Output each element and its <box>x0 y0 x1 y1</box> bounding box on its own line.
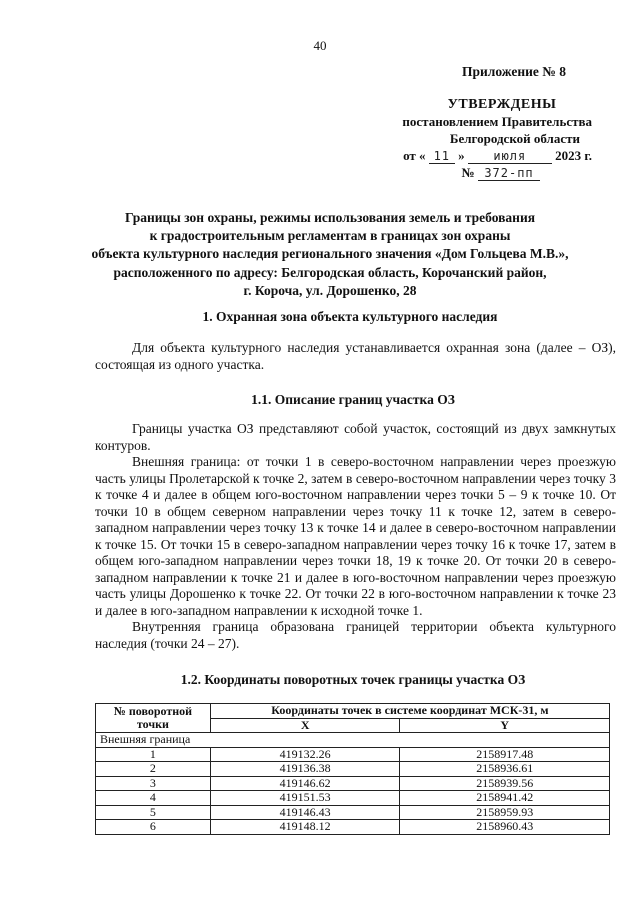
section-1-1-body <box>95 421 616 652</box>
section-1-2-heading: 1.2. Координаты поворотных точек границы участка ОЗ <box>180 672 526 687</box>
approval-month: июля <box>468 150 552 164</box>
approval-year: 2023 г. <box>555 148 592 163</box>
approval-date <box>352 147 592 164</box>
cell-point: 6 <box>96 820 211 835</box>
section-1-1-heading: 1.1. Описание границ участка ОЗ <box>251 392 455 407</box>
cell-y: 2158959.93 <box>400 805 610 820</box>
table-header-row <box>96 704 610 719</box>
document-title <box>40 209 620 300</box>
document-title-line: объекта культурного наследия регионального значения «Дом Гольцева М.В.», <box>91 246 569 262</box>
cell-point: 5 <box>96 805 211 820</box>
approval-title: УТВЕРЖДЕНЫ <box>447 97 557 112</box>
cell-point: 1 <box>96 747 211 762</box>
cell-y: 2158941.42 <box>400 791 610 806</box>
approval-line-2: Белгородской области <box>449 131 580 146</box>
group-outer-boundary: Внешняя граница <box>96 733 610 748</box>
table-row <box>96 762 610 777</box>
cell-x: 419146.43 <box>210 805 400 820</box>
document-title-line: к градостроительным регламентам в границах зон охраны <box>149 228 511 244</box>
cell-x: 419151.53 <box>210 791 400 806</box>
approval-day: 11 <box>429 150 455 164</box>
approval-date-mid: » <box>458 148 465 163</box>
cell-x: 419146.62 <box>210 776 400 791</box>
cell-point: 3 <box>96 776 211 791</box>
approval-date-prefix: от « <box>403 148 426 163</box>
cell-y: 2158936.61 <box>400 762 610 777</box>
paragraph-outer-boundary: Внешняя граница: от точки 1 в северо-восточном направлении через проезжую часть улицы Пролетарской к точке 2, затем в северо-восточном направлении через точку 3 к точке 4 и далее в общем юго-восточном направлении через точки 5 – 9 к точке 10. От точки 10 в общем северном направлении через точку 11 к точке 12, затем в северо-западном направлении через точку 13 к точке 14 и далее в северо-восточном направлении к точке 15. От точки 15 в северо-западном направлении через точку 16 к точке 17, затем в общем юго-западном направлении через точки 18, 19 к точке 20. От точки 20 в северо-западном направлении к точке 21 и далее в юго-восточном направлении через проезжую часть улицы Дорошенко к точке 22. От точки 22 в юго-восточном направлении к точке 23 и далее в юго-западном направлении к исходной точке 1. <box>95 454 616 618</box>
coordinates-table <box>95 703 610 835</box>
section-1-body <box>95 340 616 373</box>
approval-line-1: постановлением Правительства <box>402 114 592 129</box>
table-row <box>96 747 610 762</box>
table-row <box>96 791 610 806</box>
cell-x: 419136.38 <box>210 762 400 777</box>
annex-label: Приложение № 8 <box>462 64 566 79</box>
table-row <box>96 820 610 835</box>
paragraph-contours: Границы участка ОЗ представляют собой участок, состоящий из двух замкнутых контуров. <box>95 421 616 453</box>
approval-block <box>352 96 592 181</box>
section-1-heading: 1. Охранная зона объекта культурного наследия <box>202 309 498 324</box>
table-group-row <box>96 733 610 748</box>
approval-number-prefix: № <box>461 165 475 180</box>
cell-x: 419132.26 <box>210 747 400 762</box>
document-title-line: г. Короча, ул. Дорошенко, 28 <box>243 282 417 298</box>
cell-y: 2158960.43 <box>400 820 610 835</box>
document-title-line: расположенного по адресу: Белгородская область, Корочанский район, <box>113 264 547 280</box>
header-y: Y <box>400 718 610 733</box>
cell-y: 2158939.56 <box>400 776 610 791</box>
cell-x: 419148.12 <box>210 820 400 835</box>
header-point-number: № поворотной точки <box>96 704 211 733</box>
header-x: X <box>210 718 400 733</box>
approval-number-value: 372-пп <box>478 167 540 181</box>
cell-point: 2 <box>96 762 211 777</box>
cell-point: 4 <box>96 791 211 806</box>
table-row <box>96 776 610 791</box>
paragraph-inner-boundary: Внутренняя граница образована границей территории объекта культурного наследия (точки 24 – 27). <box>95 619 616 651</box>
page-number: 40 <box>313 38 327 53</box>
section-1-paragraph: Для объекта культурного наследия устанавливается охранная зона (далее – ОЗ), состоящая из одного участка. <box>95 340 616 372</box>
table-row <box>96 805 610 820</box>
cell-y: 2158917.48 <box>400 747 610 762</box>
header-coordinates: Координаты точек в системе координат МСК-31, м <box>210 704 609 719</box>
document-title-line: Границы зон охраны, режимы использования земель и требования <box>124 210 536 225</box>
approval-number <box>352 164 592 181</box>
